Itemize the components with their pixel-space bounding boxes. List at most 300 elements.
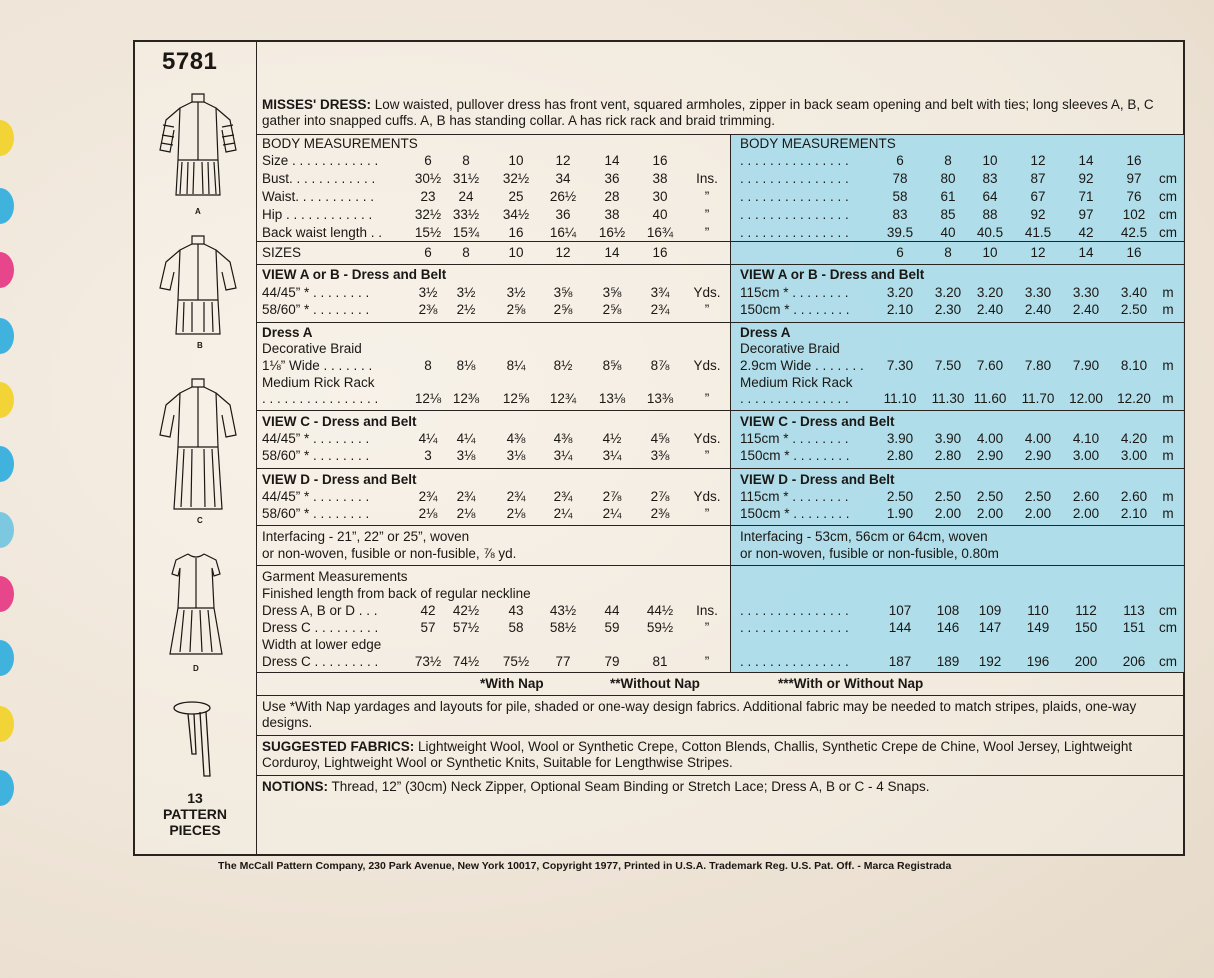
size-value: 2.50 [934, 489, 962, 504]
rule [257, 241, 1184, 242]
row-label: Dress C . . . . . . . . . [262, 620, 379, 635]
size-value: 79 [604, 654, 620, 669]
size-value: 4½ [602, 431, 622, 446]
size-value: 4.10 [1072, 431, 1100, 446]
metric-dress-a-heading: Dress A [740, 325, 791, 340]
size-value: 7.60 [976, 358, 1004, 373]
size-value: 78 [892, 171, 908, 186]
size-value: 4.20 [1120, 431, 1148, 446]
size-value: 112 [1075, 603, 1097, 618]
color-dot-strip [0, 100, 16, 820]
metric-size-header: 6 [896, 245, 904, 260]
unit: Yds. [693, 285, 721, 300]
yellow-dot [0, 382, 14, 418]
view-c-heading: VIEW C - Dress and Belt [262, 414, 417, 429]
size-value: 2.60 [1120, 489, 1148, 504]
size-header: 6 [424, 245, 432, 260]
size-value: 32½ [414, 207, 442, 222]
size-value: 2⅝ [553, 302, 573, 317]
view-b-dress-sketch [156, 232, 240, 340]
size-value: 57½ [452, 620, 480, 635]
unit: ” [704, 448, 710, 463]
view-a-label: A [195, 207, 201, 216]
size-value: 77 [555, 654, 571, 669]
size-value: 12⅝ [502, 391, 530, 406]
rule [257, 264, 1184, 265]
size-value: 3 [424, 448, 432, 463]
rule [257, 735, 1184, 736]
size-value: 33½ [452, 207, 480, 222]
unit: ” [704, 620, 710, 635]
metric-size-header: 10 [982, 245, 998, 260]
size-value: 3½ [456, 285, 476, 300]
unit: ” [704, 506, 710, 521]
nap-note: Use *With Nap yardages and layouts for pile, shaded or one-way design fabrics. Additional fabric may be needed to match stripes, plaids, one-way designs. [262, 699, 1137, 730]
row-label: 2.9cm Wide . . . . . . . [740, 358, 864, 373]
size-value: 2⅝ [602, 302, 622, 317]
interfacing-text: Interfacing - 21”, 22” or 25”, woven [262, 529, 470, 544]
size-value: 39.5 [886, 225, 914, 240]
row-label: Back waist length . . [262, 225, 383, 240]
size-value: 187 [888, 654, 912, 669]
size-value: 3⅛ [506, 448, 526, 463]
unit: cm [1159, 225, 1177, 240]
size-value: 81 [652, 654, 668, 669]
pieces-number: 13 [187, 790, 203, 806]
size-value: 4.00 [976, 431, 1004, 446]
size-value: 4⅜ [553, 431, 573, 446]
metric-view-c-heading: VIEW C - Dress and Belt [740, 414, 895, 429]
size-value: 206 [1122, 654, 1146, 669]
size-value: 2.40 [1024, 302, 1052, 317]
row-label: 115cm * . . . . . . . . [740, 431, 849, 446]
size-value: 59 [604, 620, 620, 635]
size-value: 2¾ [456, 489, 476, 504]
size-value: 4¼ [456, 431, 476, 446]
blue-dot [0, 512, 14, 548]
metric-view-ab-heading: VIEW A or B - Dress and Belt [740, 267, 925, 282]
size-value: 42½ [452, 603, 480, 618]
unit: m [1162, 285, 1174, 300]
size-value: 2.40 [1072, 302, 1100, 317]
decorative-braid-label: Decorative Braid [262, 341, 362, 356]
belt-sketch [170, 698, 230, 780]
size-value: 10 [508, 153, 524, 168]
size-value: 8⅝ [602, 358, 622, 373]
size-value: 92 [1078, 171, 1094, 186]
size-value: 83 [892, 207, 908, 222]
size-value: 43½ [549, 603, 577, 618]
size-value: 40 [940, 225, 956, 240]
dress-description [262, 97, 1182, 129]
size-value: 7.50 [934, 358, 962, 373]
size-value: 88 [982, 207, 998, 222]
row-label: 44/45” * . . . . . . . . [262, 431, 370, 446]
notions [262, 779, 1182, 795]
size-value: 40 [652, 207, 668, 222]
size-value: 44½ [646, 603, 674, 618]
blue-dot [0, 318, 14, 354]
notions-text: Thread, 12” (30cm) Neck Zipper, Optional Seam Binding or Stretch Lace; Dress A, B or C - 4 Snaps. [328, 779, 930, 794]
row-label: 1⅛” Wide . . . . . . . [262, 358, 373, 373]
rule [257, 410, 1184, 411]
metric-view-d-heading: VIEW D - Dress and Belt [740, 472, 895, 487]
unit: Yds. [693, 358, 721, 373]
size-value: 149 [1026, 620, 1050, 635]
size-value: 2⅜ [650, 506, 670, 521]
row-label: . . . . . . . . . . . . . . . [740, 620, 849, 635]
size-value: 14 [604, 153, 620, 168]
size-value: 2⅛ [456, 506, 476, 521]
size-value: 8 [462, 153, 470, 168]
rule [257, 775, 1184, 776]
rule [257, 565, 1184, 566]
size-value: 64 [982, 189, 998, 204]
row-label: . . . . . . . . . . . . . . . [740, 225, 849, 240]
unit: m [1162, 506, 1174, 521]
unit: m [1162, 448, 1174, 463]
metric-size-header: 12 [1030, 245, 1046, 260]
finished-length-label: Finished length from back of regular neckline [262, 586, 531, 601]
pieces-label-1: PATTERN [162, 806, 228, 822]
metric-interfacing-text: Interfacing - 53cm, 56cm or 64cm, woven [740, 529, 988, 544]
size-value: 26½ [549, 189, 577, 204]
fabrics-heading: SUGGESTED FABRICS: [262, 739, 415, 754]
size-value: 3⅝ [602, 285, 622, 300]
row-label: Hip . . . . . . . . . . . . [262, 207, 373, 222]
size-value: 28 [604, 189, 620, 204]
size-value: 32½ [502, 171, 530, 186]
size-value: 25 [508, 189, 524, 204]
copyright-footer: The McCall Pattern Company, 230 Park Avenue, New York 10017, Copyright 1977, Printed in U.S.A. Trademark Reg. U.S. Pat. Off. - Marca Registrada [218, 860, 952, 872]
row-label: . . . . . . . . . . . . . . . [740, 171, 849, 186]
view-d-label: D [193, 664, 199, 673]
size-value: 108 [936, 603, 960, 618]
size-value: 147 [978, 620, 1002, 635]
unit: cm [1159, 207, 1177, 222]
size-value: 67 [1030, 189, 1046, 204]
rick-rack-label: Medium Rick Rack [262, 375, 375, 390]
size-value: 7.30 [886, 358, 914, 373]
size-value: 75½ [502, 654, 530, 669]
interfacing-text: or non-woven, fusible or non-fusible, ⅞ yd. [262, 546, 517, 561]
size-value: 3⅛ [456, 448, 476, 463]
size-value: 61 [940, 189, 956, 204]
unit: ” [704, 302, 710, 317]
size-value: 2⅛ [418, 506, 438, 521]
size-value: 12⅜ [452, 391, 480, 406]
blue-dot [0, 188, 14, 224]
row-label: 150cm * . . . . . . . . [740, 302, 850, 317]
view-c-dress-sketch [156, 375, 240, 515]
size-value: 8.10 [1120, 358, 1148, 373]
size-value: 2⅜ [418, 302, 438, 317]
without-nap-label: **Without Nap [610, 676, 700, 691]
size-value: 2.60 [1072, 489, 1100, 504]
size-value: 200 [1074, 654, 1098, 669]
row-label: 150cm * . . . . . . . . [740, 448, 850, 463]
size-value: 110 [1027, 603, 1049, 618]
size-value: 189 [936, 654, 960, 669]
yellow-dot [0, 706, 14, 742]
size-value: 2.50 [1024, 489, 1052, 504]
size-value: 57 [420, 620, 436, 635]
row-label: . . . . . . . . . . . . . . . [740, 153, 849, 168]
size-value: 8⅞ [650, 358, 670, 373]
size-header: 12 [555, 245, 571, 260]
size-value: 16¼ [549, 225, 577, 240]
size-value: 7.80 [1024, 358, 1052, 373]
size-value: 97 [1126, 171, 1142, 186]
unit: cm [1159, 620, 1177, 635]
view-d-heading: VIEW D - Dress and Belt [262, 472, 417, 487]
size-value: 2⅛ [506, 506, 526, 521]
with-nap-label: *With Nap [480, 676, 544, 691]
size-value: 3.00 [1120, 448, 1148, 463]
pieces-label-2: PIECES [169, 822, 221, 838]
size-value: 3¾ [650, 285, 670, 300]
size-value: 30 [652, 189, 668, 204]
size-value: 2¾ [418, 489, 438, 504]
size-value: 2.90 [976, 448, 1004, 463]
size-value: 2⅞ [650, 489, 670, 504]
metric-rick-rack-label: Medium Rick Rack [740, 375, 853, 390]
size-value: 11.60 [973, 391, 1007, 406]
size-value: 2.00 [934, 506, 962, 521]
size-value: 14 [1078, 153, 1094, 168]
size-value: 41.5 [1024, 225, 1052, 240]
size-header: 10 [508, 245, 524, 260]
size-value: 7.90 [1072, 358, 1100, 373]
size-value: 2¼ [602, 506, 622, 521]
size-value: 16¾ [646, 225, 674, 240]
size-value: 4¼ [418, 431, 438, 446]
size-value: 31½ [452, 171, 480, 186]
unit: ” [704, 207, 710, 222]
size-value: 8 [424, 358, 432, 373]
size-value: 109 [978, 603, 1002, 618]
pattern-number: 5781 [162, 48, 218, 75]
size-value: 97 [1078, 207, 1094, 222]
unit: Ins. [696, 603, 718, 618]
size-value: 3¼ [602, 448, 622, 463]
size-value: 13⅛ [598, 391, 626, 406]
size-value: 2.80 [934, 448, 962, 463]
size-value: 3.90 [886, 431, 914, 446]
size-value: 2.30 [934, 302, 962, 317]
size-value: 8 [944, 153, 952, 168]
unit: Yds. [693, 431, 721, 446]
size-value: 2¼ [553, 506, 573, 521]
garment-measurements-heading: Garment Measurements [262, 569, 408, 584]
with-or-without-nap-label: ***With or Without Nap [778, 676, 924, 691]
row-label: Dress A, B or D . . . [262, 603, 378, 618]
size-value: 36 [604, 171, 620, 186]
row-label: . . . . . . . . . . . . . . . . [262, 391, 379, 406]
width-lower-edge-label: Width at lower edge [262, 637, 382, 652]
size-value: 42.5 [1120, 225, 1148, 240]
size-value: 3⅜ [650, 448, 670, 463]
size-value: 192 [978, 654, 1002, 669]
size-value: 12.00 [1069, 391, 1103, 406]
size-value: 2.00 [1072, 506, 1100, 521]
unit: cm [1159, 654, 1177, 669]
unit: m [1162, 358, 1174, 373]
size-value: 74½ [452, 654, 480, 669]
metric-size-header: 16 [1126, 245, 1142, 260]
size-value: 3.00 [1072, 448, 1100, 463]
size-value: 2.80 [886, 448, 914, 463]
size-value: 42 [420, 603, 436, 618]
pink-dot [0, 576, 14, 612]
size-value: 16½ [598, 225, 626, 240]
size-value: 3½ [418, 285, 438, 300]
size-value: 76 [1126, 189, 1142, 204]
size-value: 8¼ [506, 358, 526, 373]
rule [257, 695, 1184, 696]
row-label: 115cm * . . . . . . . . [740, 285, 849, 300]
size-value: 150 [1074, 620, 1098, 635]
fabrics-text: Lightweight Wool, Wool or Synthetic Crepe, Cotton Blends, Challis, Synthetic Crepe de Chine, Wool Jersey, Lightweight Corduroy, Lightweight Wool or Synthetic Knits, Suitable for Lengthwise Stripes. [262, 739, 1133, 770]
dress-title: MISSES' DRESS: [262, 97, 371, 112]
view-ab-heading: VIEW A or B - Dress and Belt [262, 267, 447, 282]
unit: ” [704, 391, 710, 406]
blue-dot [0, 640, 14, 676]
size-value: 92 [1030, 207, 1046, 222]
size-value: 3.30 [1072, 285, 1100, 300]
row-label: 44/45” * . . . . . . . . [262, 489, 370, 504]
size-value: 102 [1122, 207, 1146, 222]
size-value: 3½ [506, 285, 526, 300]
size-value: 34 [555, 171, 571, 186]
metric-size-header: 14 [1078, 245, 1094, 260]
row-label: 58/60” * . . . . . . . . [262, 506, 370, 521]
size-value: 2.00 [1024, 506, 1052, 521]
size-value: 3.20 [886, 285, 914, 300]
size-value: 58 [508, 620, 524, 635]
size-value: 113 [1123, 603, 1145, 618]
row-label: 58/60” * . . . . . . . . [262, 448, 370, 463]
size-value: 73½ [414, 654, 442, 669]
size-value: 42 [1078, 225, 1094, 240]
size-value: 4⅝ [650, 431, 670, 446]
size-header: 8 [462, 245, 470, 260]
size-value: 34½ [502, 207, 530, 222]
size-value: 23 [420, 189, 436, 204]
size-value: 3.20 [934, 285, 962, 300]
size-value: 2.50 [886, 489, 914, 504]
rule [257, 322, 1184, 323]
size-value: 2.00 [976, 506, 1004, 521]
view-b-label: B [197, 341, 203, 350]
size-value: 2.40 [976, 302, 1004, 317]
row-label: Bust. . . . . . . . . . . . [262, 171, 376, 186]
row-label: . . . . . . . . . . . . . . . [740, 603, 849, 618]
size-value: 2⅞ [602, 489, 622, 504]
yellow-dot [0, 120, 14, 156]
size-value: 30½ [414, 171, 442, 186]
unit: m [1162, 431, 1174, 446]
row-label: Dress C . . . . . . . . . [262, 654, 379, 669]
size-value: 38 [652, 171, 668, 186]
size-value: 107 [888, 603, 912, 618]
size-value: 58½ [549, 620, 577, 635]
size-value: 12 [1030, 153, 1046, 168]
size-value: 15¾ [452, 225, 480, 240]
size-value: 12.20 [1117, 391, 1151, 406]
size-value: 40.5 [976, 225, 1004, 240]
dress-description-text: Low waisted, pullover dress has front vent, squared armholes, zipper in back seam opening and belt with ties; long sleeves A, B, C gather into snapped cuffs. A, B has standing collar. A has rick rack and braid trimming. [262, 97, 1154, 128]
size-value: 3.90 [934, 431, 962, 446]
row-label: 58/60” * . . . . . . . . [262, 302, 370, 317]
unit: ” [704, 225, 710, 240]
row-label: 150cm * . . . . . . . . [740, 506, 850, 521]
rule [257, 672, 1184, 673]
pattern-pieces-count [140, 790, 250, 838]
metric-size-header: 8 [944, 245, 952, 260]
size-header: 14 [604, 245, 620, 260]
size-value: 36 [555, 207, 571, 222]
unit: Yds. [693, 489, 721, 504]
unit: ” [704, 654, 710, 669]
rule [257, 134, 1184, 135]
size-value: 2⅝ [506, 302, 526, 317]
metric-braid-label: Decorative Braid [740, 341, 840, 356]
size-value: 2.90 [1024, 448, 1052, 463]
size-value: 16 [652, 153, 668, 168]
row-label: 115cm * . . . . . . . . [740, 489, 849, 504]
size-value: 12 [555, 153, 571, 168]
unit: m [1162, 302, 1174, 317]
row-label: . . . . . . . . . . . . . . . [740, 207, 849, 222]
size-value: 2¾ [553, 489, 573, 504]
metric-interfacing-text: or non-woven, fusible or non-fusible, 0.80m [740, 546, 999, 561]
metric-body-heading: BODY MEASUREMENTS [740, 136, 896, 151]
size-value: 58 [892, 189, 908, 204]
unit: cm [1159, 189, 1177, 204]
view-a-dress-sketch [156, 90, 240, 205]
size-value: 8⅛ [456, 358, 476, 373]
size-value: 11.10 [883, 391, 917, 406]
size-value: 3.30 [1024, 285, 1052, 300]
row-label: . . . . . . . . . . . . . . . [740, 189, 849, 204]
size-value: 3⅝ [553, 285, 573, 300]
size-value: 16 [508, 225, 524, 240]
suggested-fabrics [262, 739, 1182, 771]
size-value: 2¾ [650, 302, 670, 317]
unit: cm [1159, 603, 1177, 618]
row-label: Size . . . . . . . . . . . . [262, 153, 379, 168]
unit: ” [704, 189, 710, 204]
size-value: 6 [896, 153, 904, 168]
rule [257, 525, 1184, 526]
size-value: 1.90 [886, 506, 914, 521]
size-value: 16 [1126, 153, 1142, 168]
body-measurements-heading: BODY MEASUREMENTS [262, 136, 418, 151]
size-value: 13⅜ [646, 391, 674, 406]
unit: Ins. [696, 171, 718, 186]
size-value: 11.30 [931, 391, 965, 406]
unit: m [1162, 489, 1174, 504]
size-value: 11.70 [1021, 391, 1055, 406]
size-value: 12¾ [549, 391, 577, 406]
size-value: 38 [604, 207, 620, 222]
size-value: 3.20 [976, 285, 1004, 300]
size-value: 196 [1026, 654, 1050, 669]
size-value: 10 [982, 153, 998, 168]
size-value: 4.00 [1024, 431, 1052, 446]
size-value: 2.50 [976, 489, 1004, 504]
